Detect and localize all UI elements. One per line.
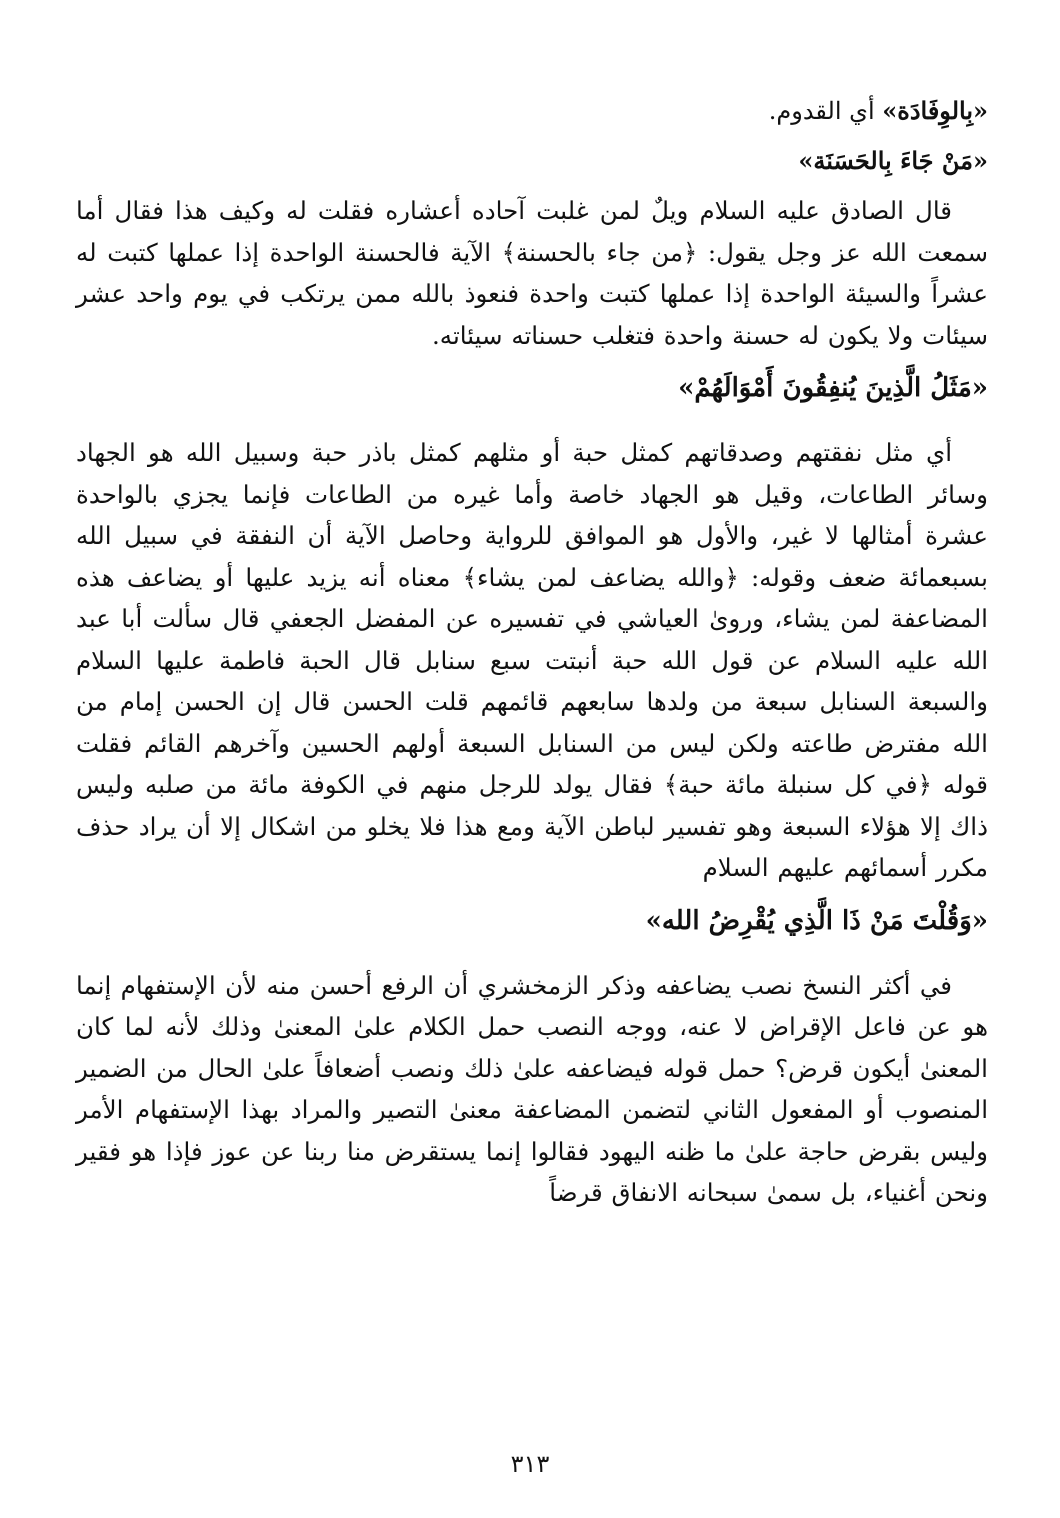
- heading-mathal: «مَثَلُ الَّذِينَ يُنفِقُونَ أَمْوَالَهُمْ»: [678, 373, 988, 403]
- page-body: [76, 86, 988, 1438]
- heading-man-jaa: «مَنْ جَاءَ بِالحَسَنَة»: [798, 146, 988, 175]
- heading-term: «بِالوِفَادَة»: [882, 96, 988, 125]
- paragraph-qard: في أكثر النسخ نصب يضاعفه وذكر الزمخشري أن الرفع أحسن منه لأن الإستفهام إنما هو عن فاعل الإقراض لا عنه، ووجه النصب حمل الكلام علىٰ المعنىٰ وذلك لأنه لما كان المعنىٰ أيكون قرض؟ حمل قوله فيضاعفه علىٰ ذلك ونصب أضعافاً علىٰ الحال من الضمير المنصوب أو المفعول الثاني لتضمن المضاعفة معنىٰ التصير والمراد بهذا الإستفهام الأمر وليس بقرض حاجة علىٰ ما ظنه اليهود فقالوا إنما يستقرض منا ربنا عن عوز فإذا هو فقير ونحن أغنياء، بل سمىٰ سبحانه الانفاق قرضاً: [76, 970, 988, 1207]
- heading-bilwifada: [76, 86, 988, 136]
- page-number: ٣١٣: [510, 1450, 550, 1478]
- paragraph-nafaqa: أي مثل نفقتهم وصدقاتهم كمثل حبة أو مثلهم كمثل باذر حبة وسبيل الله هو الجهاد وسائر الطاعات، وقيل هو الجهاد خاصة وأما غيره من الطاعات فإنما يجزي بالواحدة عشرة أمثالها لا غير، والأول هو الموافق للرواية وحاصل الآية أن النفقة في سبيل الله بسبعمائة ضعف وقوله: ﴿والله يضاعف لمن يشاء﴾ معناه أنه يزيد عليها أو يضاعف هذه المضاعفة لمن يشاء، وروىٰ العياشي في تفسيره عن المفضل الجعفي قال سألت أبا عبد الله عليه السلام عن قول الله حبة أنبتت سبع سنابل قال الحبة فاطمة عليها السلام والسبعة السنابل سبعة من ولدها سابعهم قائمهم قلت الحسن قال إن الحسن إمام من الله مفترض طاعته ولكن ليس من السنابل السبعة أولهم الحسين وآخرهم القائم فقلت قوله ﴿في كل سنبلة مائة حبة﴾ فقال يولد للرجل منهم في الكوفة مائة من صلبه وليس ذاك إلا هؤلاء السبعة وهو تفسير لباطن الآية ومع هذا فلا يخلو من اشكال إلا أن يراد حذف مكرر أسمائهم عليهم السلام: [76, 438, 989, 882]
- heading-gloss: أي القدوم.: [768, 97, 883, 125]
- paragraph-sadiq: قال الصادق عليه السلام ويلٌ لمن غلبت آحاده أعشاره فقلت له وكيف هذا فقال أما سمعت الله عز وجل يقول: ﴿من جاء بالحسنة﴾ الآية فالحسنة الواحدة إذا عملها كتبت له عشراً والسيئة الواحدة إذا عملها كتبت واحدة فنعوذ بالله ممن يرتكب في يوم واحد عشر سيئات ولا يكون له حسنة واحدة فتغلب حسناته سيئاته.: [76, 196, 988, 350]
- heading-qard: «وَقُلْتَ مَنْ ذَا الَّذِي يُقْرِضُ الله»: [645, 905, 988, 936]
